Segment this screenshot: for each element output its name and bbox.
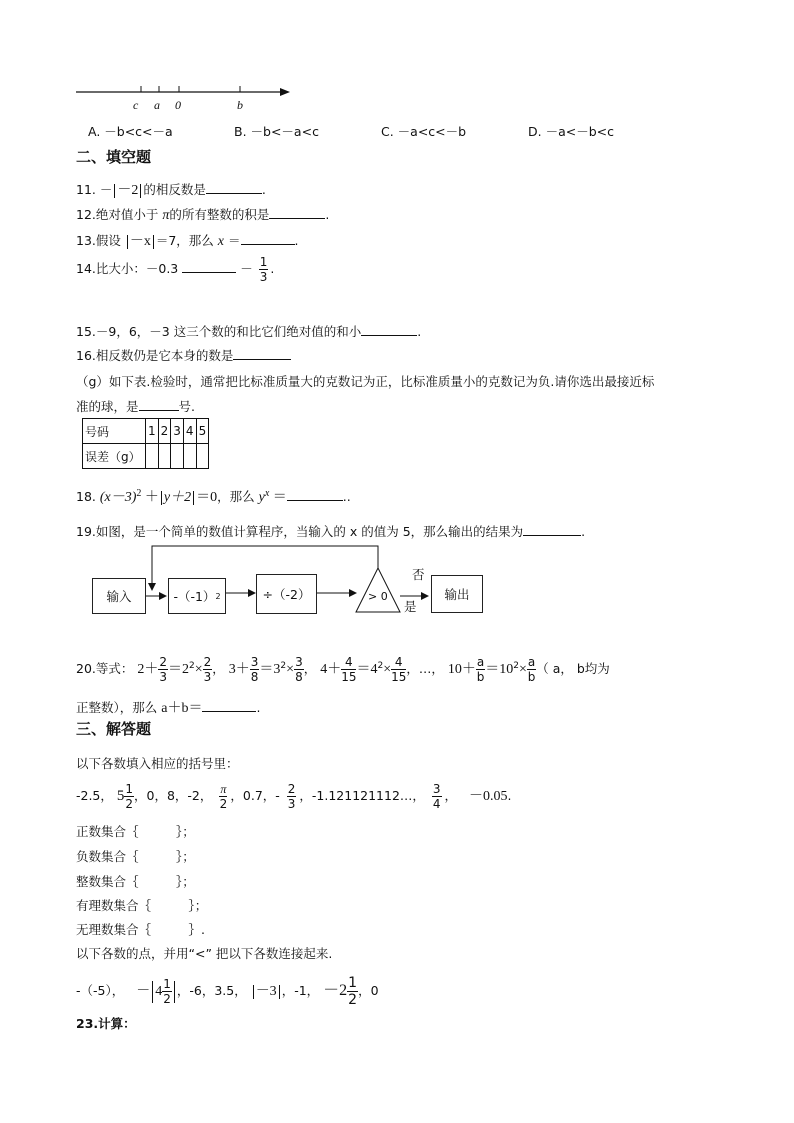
set-negative: 负数集合｛ ｝； bbox=[76, 849, 195, 864]
numberline-label-b: b bbox=[237, 98, 243, 112]
table-row-label-number: 号码 bbox=[83, 419, 146, 444]
flow-input-box: 输入 bbox=[92, 578, 146, 614]
q10-option-d: D. －a<－b<c bbox=[528, 124, 614, 139]
section-2-heading: 二、填空题 bbox=[76, 148, 152, 166]
question-22-numbers: -（-5）， － 4 $\frac{1}{2}$ ，-6，3.5， －3 ，-1， －2 $\frac{1}{2}$ ，0 bbox=[76, 975, 379, 1008]
flow-no-label: 否 bbox=[412, 567, 425, 582]
set-irrational: 无理数集合｛ ｝. bbox=[76, 922, 205, 937]
question-21-numbers: -2.5， 5 $\frac{1}{2}$ ，0，8，-2， $\frac{\pi}{2}$ ，0.7，- $\frac{2}{3}$ ，-1.121121112…， $\frac{3}{4}$ ， －0.05. bbox=[76, 782, 512, 811]
numberline-label-0: 0 bbox=[175, 98, 181, 112]
table-col-1: 1 bbox=[146, 419, 159, 444]
question-12: 12.绝对值小于 π的所有整数的积是 . bbox=[76, 207, 330, 223]
question-23: 23.计算： bbox=[76, 1016, 136, 1031]
set-positive: 正数集合｛ ｝； bbox=[76, 824, 195, 839]
question-18: 18. $(x-3)^2 + y+2 =0$，那么 $y^x$ ＝ .. bbox=[76, 487, 351, 505]
table-row-label-error: 误差（g） bbox=[83, 444, 146, 469]
q10-option-b: B. －b<－a<c bbox=[234, 124, 319, 139]
question-15: 15.－9，6，－3 这三个数的和比它们绝对值的和小 . bbox=[76, 324, 422, 339]
set-rational: 有理数集合｛ ｝； bbox=[76, 898, 208, 913]
question-17-line2: 准的球，是 号. bbox=[76, 399, 195, 414]
question-13: 13.假设 －x ＝7，那么 x ＝ . bbox=[76, 233, 299, 249]
numberline-label-a: a bbox=[154, 98, 160, 112]
question-21-intro: 以下各数填入相应的括号里： bbox=[76, 756, 239, 771]
flow-op1-box: -（-1） 2 bbox=[168, 578, 226, 614]
question-14: 14.比大小：－0.3 － $\frac{1}{3}$ . bbox=[76, 255, 275, 284]
numberline-label-c: c bbox=[133, 98, 139, 112]
error-table bbox=[82, 418, 209, 469]
question-20: 20.等式： 2＋ $\frac{2}{3}$ $=2^2\times$ $\frac{2}{3}$ ， 3＋ $\frac{3}{8}$ $=3^2\times$ $\frac{3}{8}$ ， 4＋ $\frac{4}{15}$ $=4^2\times$ $\frac{4}{15}$ ，…， 10＋ $\frac{a}{b}$ $=10^2\times$ $\frac{a}{b}$ （ a， b均为 bbox=[76, 655, 610, 684]
flow-condition: > 0 bbox=[368, 590, 388, 603]
table-col-2: 2 bbox=[158, 419, 171, 444]
set-integer: 整数集合｛ ｝； bbox=[76, 874, 195, 889]
flow-yes-label: 是 bbox=[404, 599, 417, 614]
number-line bbox=[74, 80, 294, 118]
question-19: 19.如图，是一个简单的数值计算程序，当输入的 x 的值为 5，那么输出的结果为 . bbox=[76, 524, 586, 539]
table-col-5: 5 bbox=[196, 419, 209, 444]
question-11: 11. － －2 的相反数是 . bbox=[76, 182, 266, 198]
section-3-heading: 三、解答题 bbox=[76, 720, 152, 738]
question-17-line1: （g）如下表.检验时，通常把比标准质量大的克数记为正，比标准质量小的克数记为负.请你选出最接近标 bbox=[76, 374, 655, 389]
question-20-line2: 正整数），那么 a＋b＝ . bbox=[76, 700, 261, 716]
q10-option-c: C. －a<c<－b bbox=[381, 124, 467, 139]
table-col-4: 4 bbox=[183, 419, 196, 444]
flow-output-box: 输出 bbox=[431, 575, 483, 613]
question-16: 16.相反数仍是它本身的数是 bbox=[76, 346, 291, 364]
question-22-intro: 以下各数的点，并用“<” 把以下各数连接起来. bbox=[76, 946, 333, 961]
flow-op2-box: ÷（-2） bbox=[256, 574, 317, 614]
q10-option-a: A. －b<c<－a bbox=[88, 124, 173, 139]
table-col-3: 3 bbox=[171, 419, 184, 444]
